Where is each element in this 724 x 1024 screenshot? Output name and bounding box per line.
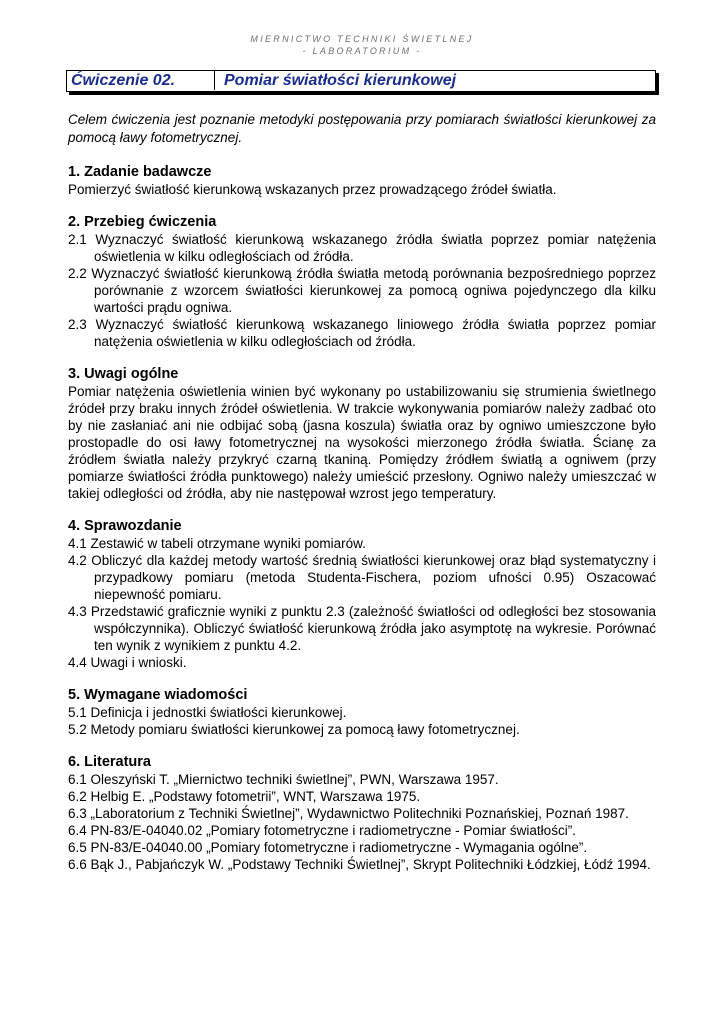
- running-header: [0, 33, 724, 57]
- list-item: 6.6 Bąk J., Pabjańczyk W. „Podstawy Techniki Świetlnej”, Skrypt Politechniki Łódzkiej, Łódź 1994.: [68, 857, 651, 872]
- document-body: [68, 163, 656, 888]
- section-text: Pomiar natężenia oświetlenia winien być wykonany po ustabilizowaniu się strumienia świetlnego źródeł przy braku innych źródeł oświetlenia. W trakcie wykonywania pomiarów należy zadbać oto by nie zasłaniać ani nie odbijać sobą (jasna koszula) światła oraz by ogniwo umieszczone było prostopadle do osi ławy fotometrycznej na wysokości mierzonego źródła światła. Ścianę za źródłem światła należy przykryć czarną tkaniną. Pomiędzy źródłem światłą a ogniwem (przy pomiarze światłości źródła punktowego) należy umieścić przesłony. Ogniwo należy umieszczać w takiej odległości od źródła, aby nie następował wzrost jego temperatury.: [68, 384, 656, 501]
- list-item: 6.4 PN-83/E-04040.02 „Pomiary fotometryczne i radiometryczne - Pomiar światłości”.: [68, 823, 576, 838]
- section-report: [68, 517, 656, 671]
- header-line-1: MIERNICTWO TECHNIKI ŚWIETLNEJ: [250, 34, 474, 44]
- section-procedure: [68, 213, 656, 350]
- section-heading: 1. Zadanie badawcze: [68, 164, 212, 180]
- list-item: 4.3 Przedstawić graficznie wyniki z punktu 2.3 (zależność światłości od odległości bez stosowania współczynnika). Obliczyć światłość kierunkową źródła jako asymptotę na wykresie. Porównać ten wynik z wynikiem z punktu 4.2.: [68, 604, 656, 653]
- list-item: 5.1 Definicja i jednostki światłości kierunkowej.: [68, 705, 347, 720]
- section-general-notes: [68, 365, 656, 502]
- list-item: 6.3 „Laboratorium z Techniki Świetlnej”, Wydawnictwo Politechniki Poznańskiej, Poznań 1987.: [68, 806, 629, 821]
- section-required-knowledge: [68, 686, 656, 738]
- section-research-task: [68, 163, 656, 198]
- section-literature: [68, 753, 656, 873]
- list-item: 4.4 Uwagi i wnioski.: [68, 655, 187, 670]
- section-heading: 2. Przebieg ćwiczenia: [68, 214, 217, 230]
- list-item: 6.2 Helbig E. „Podstawy fotometrii”, WNT, Warszawa 1975.: [68, 789, 421, 804]
- exercise-title-box: [66, 70, 656, 92]
- intro-paragraph: Celem ćwiczenia jest poznanie metodyki postępowania przy pomiarach światłości kierunkowej za pomocą ławy fotometrycznej.: [68, 112, 656, 145]
- exercise-title: Pomiar światłości kierunkowej: [224, 72, 457, 89]
- section-heading: 5. Wymagane wiadomości: [68, 687, 248, 703]
- list-item: 5.2 Metody pomiaru światłości kierunkowej za pomocą ławy fotometrycznej.: [68, 722, 520, 737]
- list-item: 4.1 Zestawić w tabeli otrzymane wyniki pomiarów.: [68, 536, 366, 551]
- exercise-number: Ćwiczenie 02.: [67, 71, 215, 90]
- list-item: 2.1 Wyznaczyć światłość kierunkową wskazanego źródła światła poprzez pomiar natężenia oświetlenia w kilku odległościach od źródła.: [68, 232, 656, 264]
- list-item: 6.5 PN-83/E-04040.00 „Pomiary fotometryczne i radiometryczne - Wymagania ogólne”.: [68, 840, 588, 855]
- section-text: Pomierzyć światłość kierunkową wskazanych przez prowadzącego źródeł światła.: [68, 182, 557, 197]
- header-line-2: - LABORATORIUM -: [302, 46, 422, 56]
- list-item: 4.2 Obliczyć dla każdej metody wartość średnią światłości kierunkowej oraz błąd systematyczny i przypadkowy pomiaru (metoda Studenta-Fischera, poziom ufności 0.95) Oszacować niepewność pomiaru.: [68, 553, 656, 602]
- section-heading: 6. Literatura: [68, 754, 151, 770]
- section-heading: 3. Uwagi ogólne: [68, 366, 179, 382]
- section-heading: 4. Sprawozdanie: [68, 518, 182, 534]
- list-item: 2.2 Wyznaczyć światłość kierunkową źródła światła metodą porównania bezpośredniego poprzez porównanie z wzorcem światłości kierunkowej za pomocą ogniwa pojedynczego dla kilku wartości prądu ogniwa.: [68, 266, 656, 315]
- list-item: 6.1 Oleszyński T. „Miernictwo techniki świetlnej”, PWN, Warszawa 1957.: [68, 772, 499, 787]
- list-item: 2.3 Wyznaczyć światłość kierunkową wskazanego liniowego źródła światła poprzez pomiar natężenia oświetlenia w kilku odległościach od źródła.: [68, 317, 656, 349]
